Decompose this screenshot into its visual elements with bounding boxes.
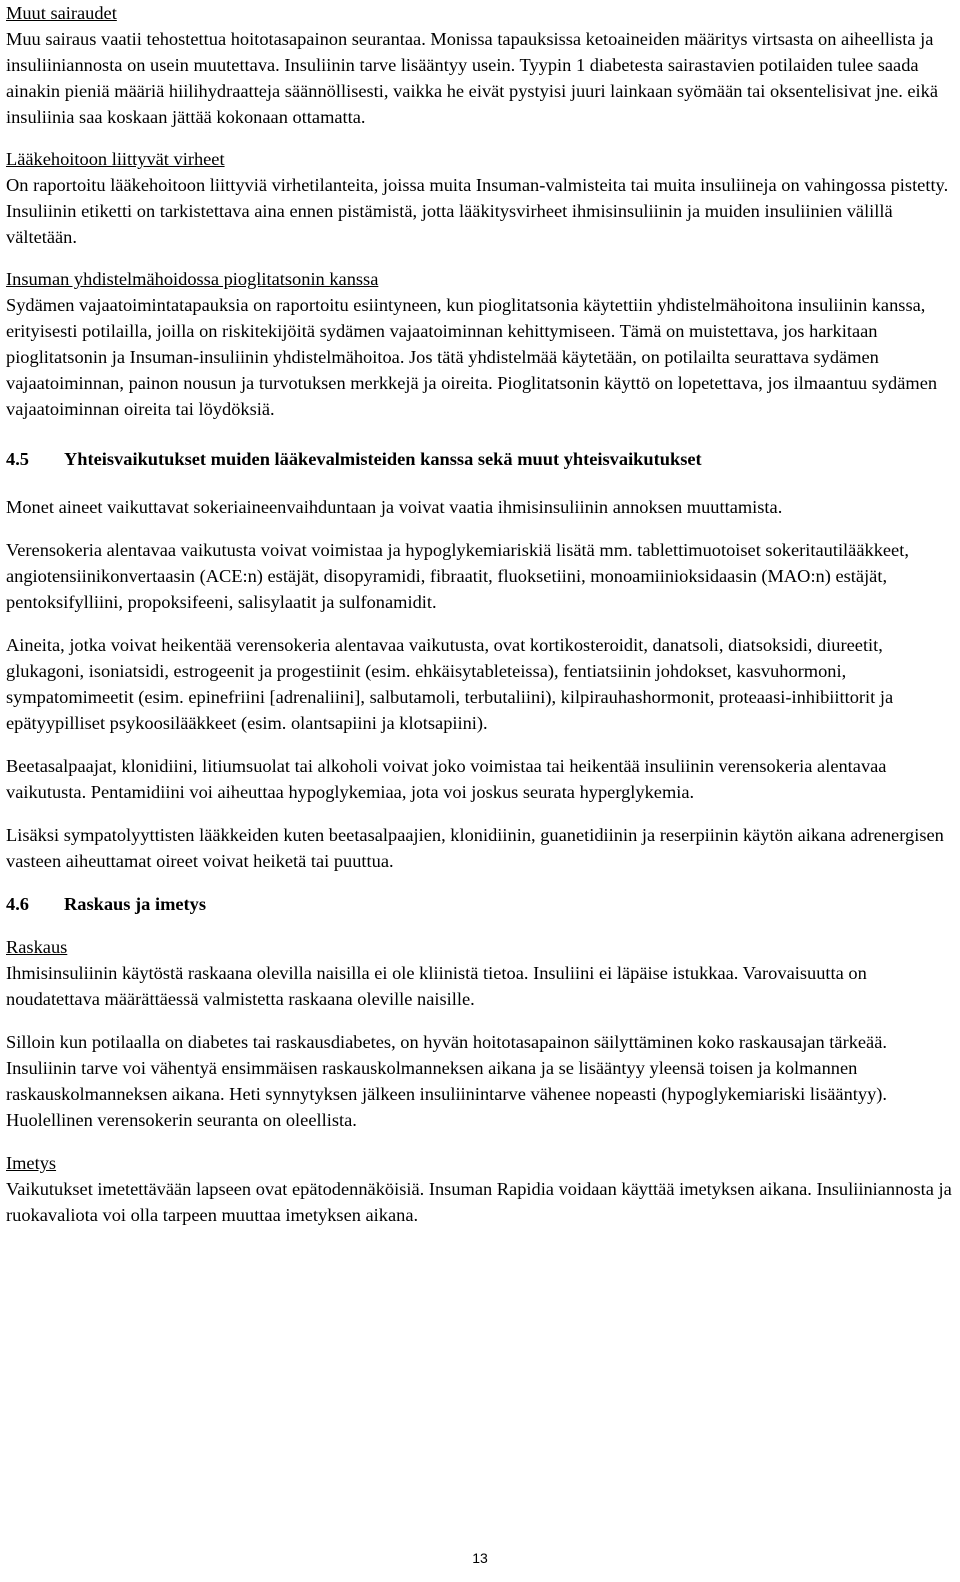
subheading-other-diseases: Muut sairaudet xyxy=(6,3,117,23)
paragraph-breastfeeding: Vaikutukset imetettävään lapseen ovat epätodennäköisiä. Insuman Rapidia voidaan käyttää imetyksen aikana. Insuliiniannosta ja ruokavaliota voi olla tarpeen muuttaa imetyksen aikana. xyxy=(6,1179,952,1225)
subheading-pioglitazone: Insuman yhdistelmähoidossa pioglitatsonin kanssa xyxy=(6,269,379,289)
paragraph: Aineita, jotka voivat heikentää verensokeria alentavaa vaikutusta, ovat kortikosteroidit, danatsoli, diatsoksidi, diureetit, glukagoni, isoniatsidi, estrogeenit ja progestiinit (esim. ehkäisytableteissa), fentiatsiinin johdokset, kasvuhormoni, sympatomimeetit (esim. epinefriini [adrenaliini], salbutamoli, terbutaliini), kilpirauhashormonit, proteaasi-inhibiittorit ja epätyypilliset psykoosilääkkeet (esim. olantsapiini ja klotsapiini). xyxy=(6,635,894,733)
subheading-pregnancy: Raskaus xyxy=(6,937,68,957)
paragraph-pioglitazone: Sydämen vajaatoimintatapauksia on raportoitu esiintyneen, kun pioglitatsonia käytettiin yhdistelmähoitona insuliinin kanssa, erityisesti potilailla, joilla on riskitekijöitä sydämen vajaatoiminnan kehittymiseen. Tämä on muistettava, jos harkitaan pioglitatsonin ja Insuman-insuliinin yhdistelmähoitoa. Jos tätä yhdistelmää käytetään, on potilailta seurattava sydämen vajaatoiminnan, painon nousun ja turvotuksen merkkejä ja oireita. Pioglitatsonin käyttö on lopetettava, jos ilmaantuu sydämen vajaatoiminnan oireita tai löydöksiä. xyxy=(6,295,938,419)
section-title: Raskaus ja imetys xyxy=(64,894,207,914)
page-number: 13 xyxy=(472,1550,488,1566)
paragraph: Monet aineet vaikuttavat sokeriaineenvaihduntaan ja voivat vaatia ihmisinsuliinin annoksen muuttamista. xyxy=(6,497,783,517)
paragraph: Beetasalpaajat, klonidiini, litiumsuolat tai alkoholi voivat joko voimistaa tai heikentää insuliinin verensokeria alentavaa vaikutusta. Pentamidiini voi aiheuttaa hypoglykemiaa, jota voi joskus seurata hyperglykemia. xyxy=(6,756,887,802)
paragraph: Ihmisinsuliinin käytöstä raskaana olevilla naisilla ei ole kliinistä tietoa. Insuliini ei läpäise istukkaa. Varovaisuutta on noudatettava määrättäessä valmistetta raskaana oleville naisille. xyxy=(6,963,867,1009)
section-medication-errors xyxy=(6,146,954,250)
paragraph: Verensokeria alentavaa vaikutusta voivat voimistaa ja hypoglykemiariskiä lisätä mm. tablettimuotoiset sokeritautilääkkeet, angiotensiinikonvertaasin (ACE:n) estäjät, disopyramidi, fibraatit, fluoksetiini, monoamiinioksidaasin (MAO:n) estäjät, pentoksifylliini, propoksifeeni, salisylaatit ja sulfonamidit. xyxy=(6,540,909,612)
subheading-medication-errors: Lääkehoitoon liittyvät virheet xyxy=(6,149,225,169)
section-4-5-interactions xyxy=(6,446,954,874)
section-4-6-pregnancy xyxy=(6,891,954,1228)
section-title: Yhteisvaikutukset muiden lääkevalmisteiden kanssa sekä muut yhteisvaikutukset xyxy=(64,449,702,469)
heading-4-6 xyxy=(6,891,954,917)
paragraph-medication-errors: On raportoitu lääkehoitoon liittyviä virhetilanteita, joissa muita Insuman-valmisteita tai muita insuliineja on vahingossa pistetty. Insuliinin etiketti on tarkistettava aina ennen pistämistä, jotta lääkitysvirheet ihmisinsuliinin ja muiden insuliinien välillä vältetään. xyxy=(6,175,949,247)
paragraph: Silloin kun potilaalla on diabetes tai raskausdiabetes, on hyvän hoitotasapainon säilyttäminen koko raskausajan tärkeää. Insuliinin tarve voi vähentyä ensimmäisen raskauskolmanneksen aikana ja se lisääntyy yleensä toisen ja kolmannen raskauskolmanneksen aikana. Heti synnytyksen jälkeen insuliinintarve vähenee nopeasti (hypoglykemiariski lisääntyy). Huolellinen verensokerin seuranta on oleellista. xyxy=(6,1032,887,1130)
document-page xyxy=(6,0,954,1228)
heading-4-5 xyxy=(6,446,954,472)
section-number: 4.6 xyxy=(6,894,29,914)
paragraph: Lisäksi sympatolyyttisten lääkkeiden kuten beetasalpaajien, klonidiinin, guanetidiinin ja reserpiinin käytön aikana adrenergisen vasteen aiheuttamat oireet voivat heiketä tai puuttua. xyxy=(6,825,944,871)
paragraph-other-diseases: Muu sairaus vaatii tehostettua hoitotasapainon seurantaa. Monissa tapauksissa ketoaineiden määritys virtsasta on aiheellista ja insuliiniannosta on usein muutettava. Insuliinin tarve lisääntyy usein. Tyypin 1 diabetesta sairastavien potilaiden tulee saada ainakin pieniä määriä hiilihydraatteja säännöllisesti, vaikka he eivät pystyisi juuri lainkaan syömään tai oksentelisivat jne. eikä insuliinia saa koskaan jättää kokonaan ottamatta. xyxy=(6,29,939,127)
section-number: 4.5 xyxy=(6,449,29,469)
subheading-breastfeeding: Imetys xyxy=(6,1153,57,1173)
section-other-diseases xyxy=(6,0,954,130)
section-pioglitazone xyxy=(6,266,954,422)
